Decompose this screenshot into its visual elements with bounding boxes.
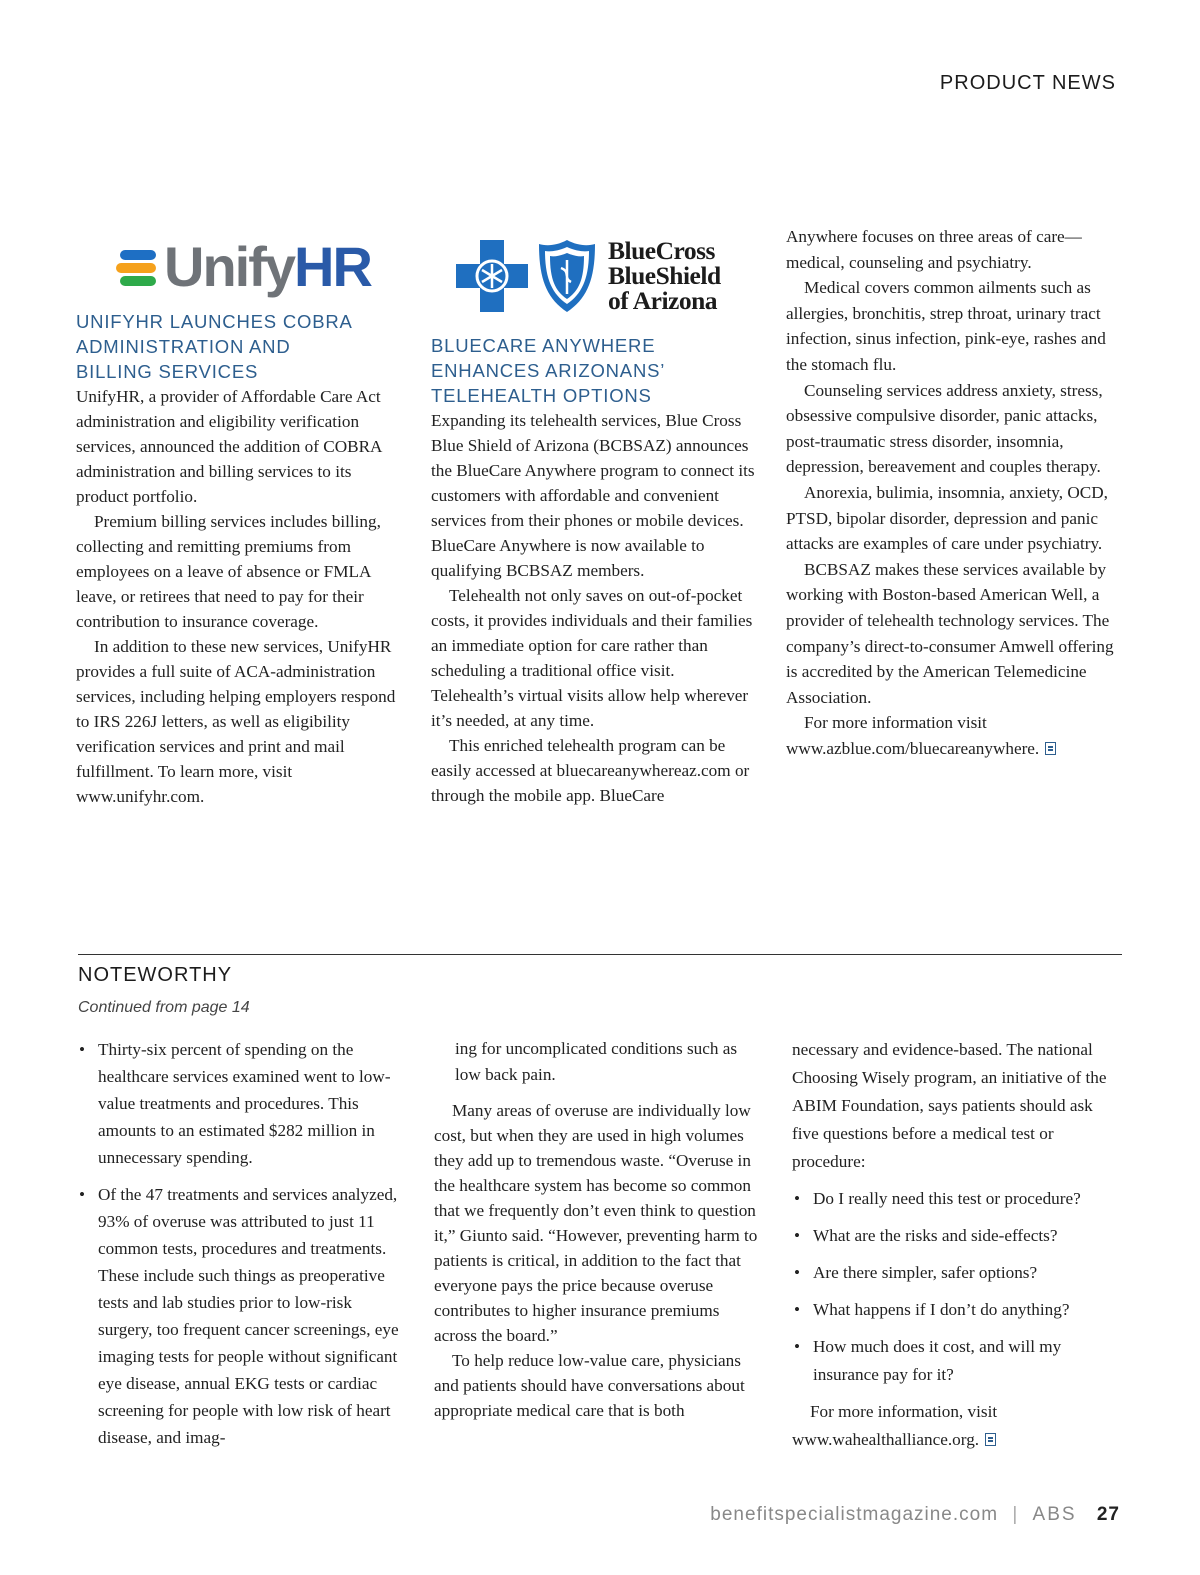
bcbs-headline: BLUECARE ANYWHERE ENHANCES ARIZONANS’ TELEHEALTH OPTIONS	[431, 335, 666, 406]
col3-paragraph: Anorexia, bulimia, insomnia, anxiety, OCD, PTSD, bipolar disorder, depression and panic attacks are examples of care under psychiatry.	[786, 482, 1108, 554]
blue-cross-icon	[456, 240, 528, 312]
question-bullet: • Do I really need this test or procedure?	[792, 1185, 1122, 1213]
noteworthy-col1	[77, 1036, 409, 1451]
noteworthy-col2	[434, 1036, 764, 1423]
noteworthy-col3	[792, 1036, 1122, 1454]
col3-paragraph: Anywhere focuses on three areas of care—medical, counseling and psychiatry.	[786, 227, 1082, 272]
bcbs-logo-line: of Arizona	[608, 286, 718, 315]
end-of-article-icon	[1045, 742, 1056, 755]
bcbs-logo-line: BlueShield	[608, 261, 721, 290]
blue-shield-icon	[536, 238, 598, 314]
unifyhr-paragraph: Premium billing services includes billing, collecting and remitting premiums from employees on a leave of absence or FMLA leave, or retirees that need to pay for their contribution to insurance coverage.	[76, 512, 381, 631]
bcbs-continued-body	[786, 224, 1116, 761]
col3-paragraph: Counseling services address anxiety, stress, obsessive compulsive disorder, panic attacks, post-traumatic stress disorder, insomnia, depression, bereavement and couples therapy.	[786, 380, 1103, 477]
unifyhr-article-body	[76, 384, 406, 809]
unifyhr-logo-hr: HR	[294, 235, 371, 298]
noteworthy-paragraph: To help reduce low-value care, physicians and patients should have conversations about appropriate medical care that is both	[434, 1351, 745, 1420]
question-bullet: • Are there simpler, safer options?	[792, 1259, 1122, 1287]
section-header: PRODUCT NEWS	[939, 72, 1116, 94]
noteworthy-intro: necessary and evidence-based. The national Choosing Wisely program, an initiative of the ABIM Foundation, says patients should ask five questions before a medical test or procedure:	[792, 1040, 1107, 1171]
bcbs-paragraph: Expanding its telehealth services, Blue Cross Blue Shield of Arizona (BCBSAZ) announces the BlueCare Anywhere program to connect its customers with affordable and convenient services from their phones or mobile devices. BlueCare Anywhere is now available to qualifying BCBSAZ members.	[431, 411, 755, 580]
noteworthy-bullet: • Of the 47 treatments and services analyzed, 93% of overuse was attributed to just 11 common tests, procedures and treatments. These include such things as preoperative tests and lab studies prior to low-risk surgery, too frequent cancer screenings, eye imaging tests for people without significant eye disease, annual EKG tests or cardiac screening for people with low risk of heart disease, and imag-	[77, 1181, 409, 1451]
footer-separator: |	[1012, 1504, 1019, 1525]
section-divider	[78, 954, 1122, 955]
bcbs-paragraph: Telehealth not only saves on out-of-pocket costs, it provides individuals and their families an immediate option for care rather than scheduling a traditional office visit. Telehealth’s virtual visits allow help wherever it’s needed, at any time.	[431, 586, 753, 730]
question-bullet: • What are the risks and side-effects?	[792, 1222, 1122, 1250]
page-footer	[710, 1504, 1120, 1526]
unifyhr-paragraph: In addition to these new services, UnifyHR provides a full suite of ACA-administration services, including helping employers respond to IRS 226J letters, as well as eligibility verification services and print and mail fulfillment. To learn more, visit www.unifyhr.com.	[76, 637, 396, 806]
noteworthy-bullet: • Thirty-six percent of spending on the healthcare services examined went to low-value treatments and procedures. This amounts to an estimated $282 million in unnecessary spending.	[77, 1036, 409, 1171]
question-bullet: • What happens if I don’t do anything?	[792, 1296, 1122, 1324]
bcbs-article-body	[431, 408, 761, 808]
noteworthy-continued-bullet: ing for uncomplicated conditions such as low back pain.	[455, 1039, 738, 1084]
unifyhr-paragraph: UnifyHR, a provider of Affordable Care Act administration and eligibility verification services, announced the addition of COBRA administration and billing services to its product portfolio.	[76, 387, 382, 506]
unifyhr-logo	[116, 235, 371, 300]
page-number: 27	[1096, 1504, 1120, 1525]
footer-brand: ABS	[1032, 1504, 1077, 1525]
continued-note: Continued from page 14	[78, 999, 250, 1016]
col3-paragraph: BCBSAZ makes these services available by working with Boston-based American Well, a provider of telehealth technology services. The company’s direct-to-consumer Amwell offering is accredited by the American Telemedicine Association.	[786, 559, 1114, 707]
noteworthy-closing: For more information, visit www.wahealthalliance.org.	[792, 1402, 998, 1449]
footer-site-link[interactable]: benefitspecialistmagazine.com	[710, 1504, 999, 1525]
unifyhr-headline: UNIFYHR LAUNCHES COBRA ADMINISTRATION AND BILLING SERVICES	[76, 311, 353, 382]
col3-paragraph: Medical covers common ailments such as allergies, bronchitis, strep throat, urinary tract infection, sinus infection, pink-eye, rashes and the stomach flu.	[786, 278, 1106, 374]
bcbs-logo-line: BlueCross	[608, 236, 715, 265]
bcbs-paragraph: This enriched telehealth program can be easily accessed at bluecareanywhereaz.com or through the mobile app. BlueCare	[431, 736, 750, 805]
unifyhr-logo-icon	[116, 248, 160, 288]
noteworthy-title: NOTEWORTHY	[78, 964, 233, 986]
col3-paragraph: For more information visit www.azblue.com/bluecareanywhere.	[786, 710, 1116, 761]
end-of-article-icon	[985, 1433, 996, 1446]
unifyhr-logo-text: Unify	[164, 235, 294, 298]
question-bullet: • How much does it cost, and will my insurance pay for it?	[792, 1333, 1122, 1389]
bcbs-logo	[456, 238, 756, 314]
noteworthy-paragraph: Many areas of overuse are individually low cost, but when they are used in high volumes they add up to tremendous waste. “Overuse in the healthcare system has become so common that we frequently don’t even think to question it,” Giunto said. “However, preventing harm to patients is critical, in addition to the fact that everyone pays the price because overuse contributes to higher insurance premiums across the board.”	[434, 1101, 758, 1345]
